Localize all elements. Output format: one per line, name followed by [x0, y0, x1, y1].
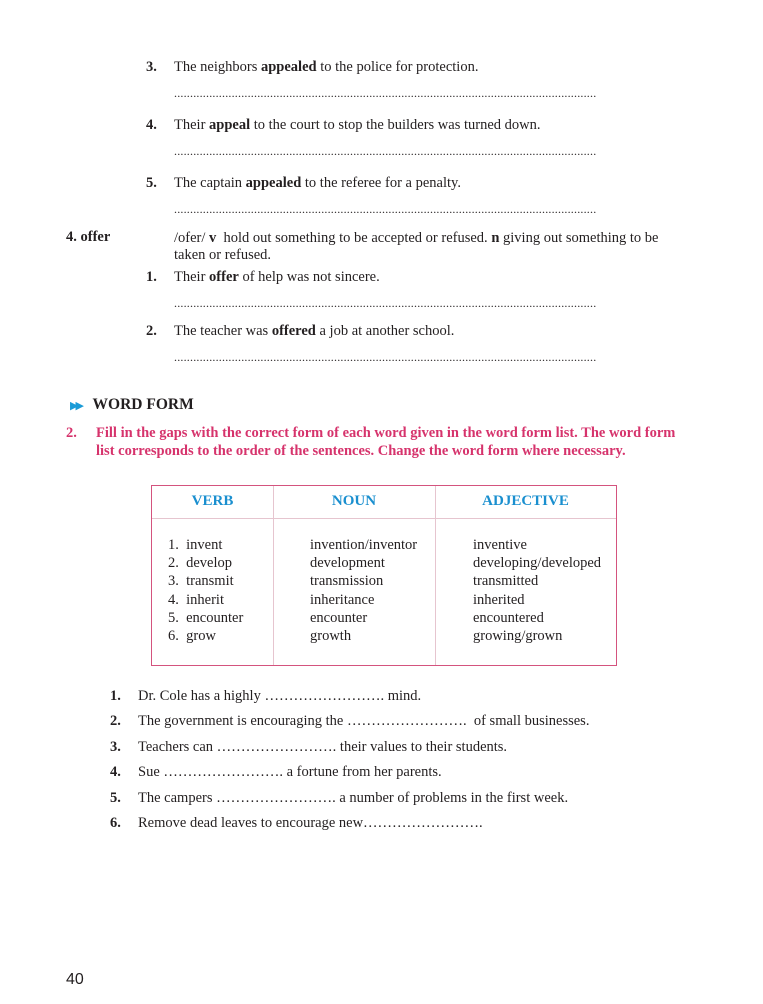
table-cell: transmitted	[473, 573, 539, 590]
table-cell: 5. encounter	[168, 609, 244, 626]
word-form-table	[151, 485, 617, 666]
item-number: 3.	[146, 59, 157, 75]
vocab-definition-cont: taken or refused.	[174, 247, 272, 263]
exercise-number: 2.	[66, 425, 77, 441]
table-cell: inheritance	[310, 591, 375, 608]
instruction-line-1: Fill in the gaps with the correct form of each word given in the word form list. The word form	[96, 425, 676, 441]
item-number: 1.	[146, 269, 157, 285]
sentence-number: 3.	[110, 739, 121, 755]
vocab-term: 4. offer	[66, 229, 111, 245]
instruction-line-2: list corresponds to the order of the sentences. Change the word form where necessary.	[96, 443, 626, 459]
noun-column	[310, 536, 417, 645]
table-cell: 4. inherit	[168, 591, 224, 608]
table-cell: encounter	[310, 609, 368, 626]
gap-fill-sentence[interactable]: The campers ……………………. a number of problems in the first week.	[138, 790, 569, 806]
table-cell: encountered	[473, 609, 544, 626]
table-cell: invention/inventor	[310, 537, 418, 553]
table-cell: 2. develop	[168, 555, 233, 572]
answer-line[interactable]: ....................................................................................................................................	[174, 296, 597, 310]
section-title: WORD FORM	[92, 396, 194, 413]
section-heading	[70, 396, 194, 414]
sentence-number: 5.	[110, 790, 121, 806]
table-cell: 1. invent	[168, 537, 223, 553]
answer-line[interactable]: ....................................................................................................................................	[174, 86, 597, 100]
gap-fill-sentence[interactable]: The government is encouraging the ……………………. of small businesses.	[138, 713, 590, 729]
item-number: 2.	[146, 323, 157, 339]
table-cell: developing/developed	[473, 555, 602, 572]
item-sentence: Their appeal to the court to stop the builders was turned down.	[174, 117, 541, 133]
table-cell: inventive	[473, 537, 527, 553]
sentence-number: 4.	[110, 764, 121, 780]
table-cell: transmission	[310, 573, 384, 590]
adjective-column	[473, 536, 601, 645]
double-arrow-icon: ▶▶	[70, 400, 81, 412]
item-number: 5.	[146, 175, 157, 191]
table-cell: 3. transmit	[168, 573, 234, 590]
table-cell: inherited	[473, 591, 525, 608]
sentence-number: 1.	[110, 688, 121, 704]
item-sentence: The neighbors appealed to the police for protection.	[174, 59, 479, 75]
table-cell: development	[310, 555, 385, 572]
column-header-adjective: ADJECTIVE	[482, 493, 569, 509]
answer-line[interactable]: ....................................................................................................................................	[174, 202, 597, 216]
gap-fill-sentence[interactable]: Sue ……………………. a fortune from her parents.	[138, 764, 442, 780]
item-number: 4.	[146, 117, 157, 133]
gap-fill-sentence[interactable]: Dr. Cole has a highly ……………………. mind.	[138, 688, 422, 704]
verb-column	[168, 536, 243, 645]
column-header-verb: VERB	[191, 493, 234, 509]
answer-line[interactable]: ....................................................................................................................................	[174, 350, 597, 364]
item-sentence: Their offer of help was not sincere.	[174, 269, 380, 285]
sentence-number: 6.	[110, 815, 121, 831]
vocab-definition: /ofer/ v hold out something to be accepted or refused. n giving out something to be	[174, 230, 659, 246]
gap-fill-sentence[interactable]: Remove dead leaves to encourage new…………………….	[138, 815, 483, 831]
item-sentence: The captain appealed to the referee for a penalty.	[174, 175, 461, 191]
column-header-noun: NOUN	[331, 493, 377, 509]
table-cell: 6. grow	[168, 628, 216, 645]
item-sentence: The teacher was offered a job at another school.	[174, 323, 455, 339]
table-cell: growth	[310, 628, 352, 645]
table-cell: growing/grown	[473, 628, 563, 645]
sentence-number: 2.	[110, 713, 121, 729]
answer-line[interactable]: ....................................................................................................................................	[174, 144, 597, 158]
page-number: 40	[66, 971, 84, 988]
gap-fill-sentence[interactable]: Teachers can ……………………. their values to their students.	[138, 739, 508, 755]
